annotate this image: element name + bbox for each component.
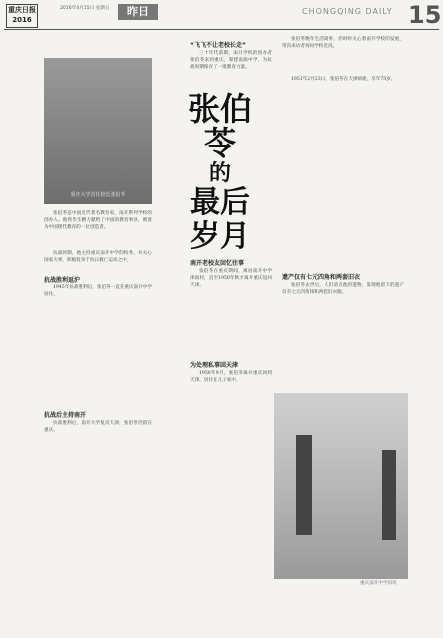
mid-subhead-1: “飞飞不让老校长走” (190, 42, 246, 49)
col1-subhead-2: 抗战后主持南开 (44, 412, 87, 419)
right-text-3: 张伯苓去世后，人们清点他的遗物，发现他留下的遗产仅有七元四角钱和两套旧衣服。 (282, 283, 404, 296)
right-text-2: 1951年2月23日，张伯苓在天津病逝，享年75岁。 (291, 77, 396, 82)
headline-rest: 最后岁月 (190, 185, 250, 254)
newspaper-logo (6, 4, 38, 28)
mid-subhead-3: 为处理私事回天津 (190, 362, 239, 369)
section-label: 昨日 (118, 4, 158, 20)
headline-particle: 的 (208, 160, 231, 186)
col1-text-2: 抗战时期，他主持重庆南开中学的校务，并关心国家大事，积极投身于抗日救亡运动之中。 (44, 251, 152, 264)
header-rule (4, 29, 439, 30)
school-photo-caption: 重庆南开中学旧址 (360, 581, 397, 586)
right-text-1: 张伯苓晚年生活简朴，仍时时关心着南开学校的发展，常向来访者询问学校近况。 (282, 37, 404, 50)
headline (188, 92, 252, 254)
col1-subhead-1: 抗战胜利返沪 (44, 277, 81, 284)
page-header (0, 0, 443, 30)
paper-name-en: CHONGQING DAILY (302, 7, 393, 16)
portrait-caption: 重庆大学首任校长张伯苓 (70, 192, 126, 198)
logo-year: 2016 (12, 16, 32, 24)
right-subhead: 遗产仅有七元四角和两套旧衣 (282, 274, 361, 281)
mid-text-3: 1950年9月，张伯苓离开重庆回到天津，居住在儿子家中。 (190, 371, 272, 384)
gate-pillar-left (296, 435, 312, 535)
col1-text-3: 1945年抗战胜利后，张伯苓一直在重庆南开中学居住。 (44, 285, 152, 298)
col1-text-1: 张伯苓是中国近代著名教育家，南开系列学校的创办人。他将毕生精力献给了中国的教育事业，被誉为中国现代教育的一位创造者。 (44, 211, 152, 231)
page-number: 15 (408, 1, 442, 29)
mid-text-2: 张伯苓在重庆期间，寓居南开中学津南村，直至1950年秋才离开重庆返回天津。 (190, 269, 272, 289)
mid-subhead-2: 南开老校友回忆往事 (190, 260, 245, 267)
headline-name: 张伯苓 (188, 90, 253, 162)
col1-text-4: 抗战胜利后，南开大学复员天津，张伯苓仍留在重庆。 (44, 421, 152, 434)
issue-date: 2016年4月15日 星期五 (60, 6, 110, 11)
gate-pillar-right (382, 450, 396, 540)
mid-text-1: 三十年代前期，南开学校的创办者张伯苓来到重庆，筹建南渝中学，为抗战时期保存了一批教育力量。 (190, 51, 272, 71)
logo-text: 重庆日报 (8, 6, 36, 14)
portrait-photo (44, 58, 152, 204)
